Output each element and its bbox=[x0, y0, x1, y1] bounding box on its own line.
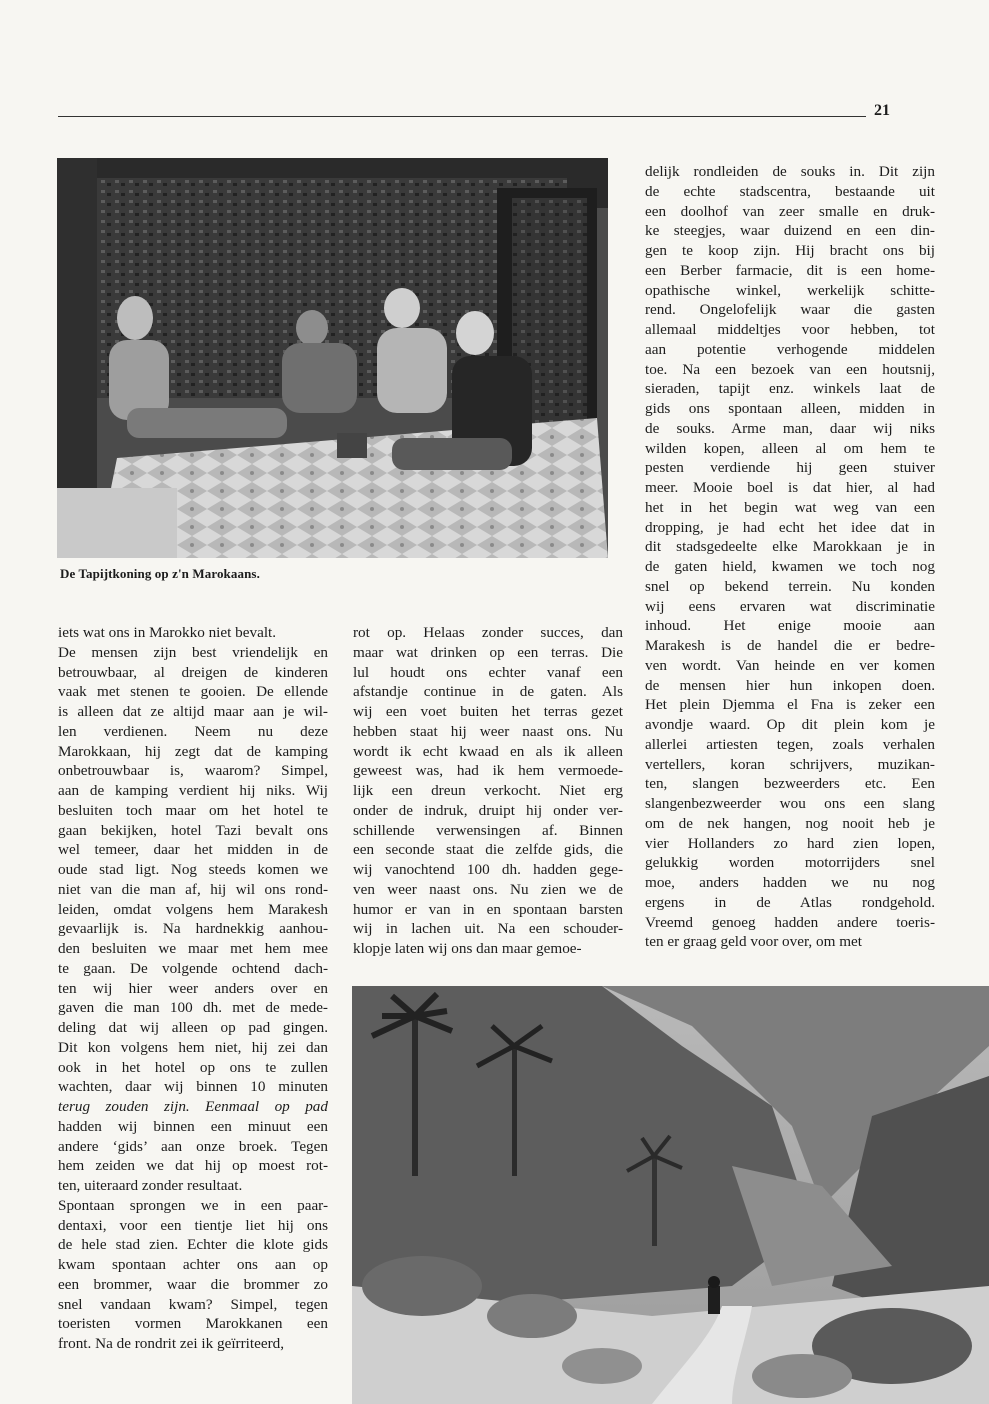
text-line: niet van die man af, hij wil ons rond- bbox=[58, 880, 328, 898]
text-line: wij vanochtend 100 dh. hadden gege- bbox=[353, 861, 623, 878]
text-line: aan potentie verhogende middelen bbox=[645, 340, 935, 358]
text-line: wij een voet buiten het terras gezet bbox=[353, 703, 623, 720]
text-line: gids ons spontaan alleen, midden in bbox=[645, 400, 935, 417]
text-line: humor er van in en spontaan barsten bbox=[353, 900, 623, 918]
text-line: onbetrouwbaar is, waarom? Simpel, bbox=[58, 762, 328, 780]
text-line: gaan bekijken, hotel Tazi bevalt ons bbox=[58, 821, 328, 839]
text-line: klopje laten wij ons dan maar gemoe- bbox=[353, 940, 582, 957]
text-line: gelukkig worden motorrijders snel bbox=[645, 854, 935, 872]
text-line: de hele stad zien. Echter die klote gids bbox=[58, 1236, 328, 1254]
header-rule bbox=[58, 116, 866, 117]
text-line: vaak met stenen te gooien. De ellende bbox=[58, 683, 328, 701]
italic-text: terug zouden zijn. Eenmaal op pad bbox=[58, 1098, 328, 1115]
text-line: gevaarlijk is. Na hardnekkig aanhou- bbox=[58, 920, 328, 938]
text-line: de echte stadscentra, bestaande uit bbox=[645, 182, 935, 200]
text-line: meer. Mooie boel is dat hier, al had bbox=[645, 479, 935, 496]
text-line: rend. Ongelofelijk waar die gasten bbox=[645, 301, 935, 319]
text-line: deling dat wij alleen op pad gingen. bbox=[58, 1019, 328, 1036]
text-line: den besluiten we maar met hem mee bbox=[58, 940, 328, 957]
text-line: avondje waard. Op dit plein kom je bbox=[645, 716, 935, 733]
text-line: inhoud. Het enige mooie aan bbox=[645, 617, 935, 635]
text-line: opathische winkel, werkelijk schitte- bbox=[645, 281, 935, 299]
text-column-left bbox=[58, 623, 328, 1354]
text-line: front. Na de rondrit zei ik geïrriteerd, bbox=[58, 1335, 285, 1352]
text-line: een brommer, waar die brommer zo bbox=[58, 1275, 328, 1293]
text-line: pesten verdiende hij geen stuiver bbox=[645, 459, 935, 477]
text-line: gaven die man 100 dh. met de mede- bbox=[58, 999, 328, 1017]
text-line: wordt ik echt kwaad en als ik alleen bbox=[353, 742, 623, 760]
text-line: rot op. Helaas zonder succes, dan bbox=[353, 624, 623, 641]
text-line: wel temeer, daar het midden in de bbox=[58, 841, 328, 859]
text-line: een Berber farmacie, dit is een home- bbox=[645, 261, 935, 279]
text-line: toeristen vormen Marokkanen een bbox=[58, 1315, 328, 1333]
text-line: het in het begin wat weg van een bbox=[645, 498, 935, 516]
text-line: Het plein Djemma el Fna is zeker een bbox=[645, 696, 935, 714]
text-line: onder de indruk, druipt hij onder ver- bbox=[353, 801, 623, 819]
text-line: allerlei artiesten tegen, zoals verhalen bbox=[645, 735, 935, 753]
text-line: Marakesh is de handel die er bedre- bbox=[645, 637, 935, 654]
text-line: Dit kon volgens hem niet, hij zei dan bbox=[58, 1038, 328, 1056]
text-line: ten, uiteraard zonder resultaat. bbox=[58, 1177, 243, 1194]
text-line: ergens in de Atlas rondgehold. bbox=[645, 893, 935, 911]
text-line: Vreemd genoeg hadden andere toeris- bbox=[645, 913, 935, 931]
text-line: hadden wij binnen een minuut een bbox=[58, 1117, 328, 1135]
text-line: te gaan. De volgende ochtend dach- bbox=[58, 959, 328, 977]
text-line: wij in lachen uit. Na een schouder- bbox=[353, 920, 623, 938]
text-line: dit stadsgedeelte elke Marokkaan je in bbox=[645, 538, 935, 556]
text-line: wachten, daar wij binnen 10 minuten bbox=[58, 1078, 328, 1096]
text-line: De mensen zijn best vriendelijk en bbox=[58, 643, 328, 661]
text-line: wilden kopen, alleen al om hem te bbox=[645, 439, 935, 457]
text-line: de souks. Arme man, daar wij niks bbox=[645, 419, 935, 437]
text-line: toe. Na een bezoek van een houtsnij, bbox=[645, 360, 935, 378]
text-line: lijk een dreun verkocht. Niet erg bbox=[353, 782, 623, 799]
text-line: lul houdt ons echter vanaf een bbox=[353, 663, 623, 681]
photo-caption: De Tapijtkoning op z'n Marokaans. bbox=[60, 566, 260, 581]
text-line: andere ‘gids’ aan onze broek. Tegen bbox=[58, 1137, 328, 1155]
text-line: allemaal middeltjes voor hebben, tot bbox=[645, 321, 935, 338]
text-line: slangenbezweerder wou ons een slang bbox=[645, 795, 935, 812]
text-line: schillende verwensingen af. Binnen bbox=[353, 821, 623, 839]
text-line: om de nek hangen, nog nooit heb je bbox=[645, 814, 935, 832]
text-line: wij eens ervaren wat discriminatie bbox=[645, 597, 935, 615]
text-line: snel vandaan kwam? Simpel, tegen bbox=[58, 1295, 328, 1313]
text-line: dropping, je had echt het idee dat in bbox=[645, 518, 935, 536]
text-line: betrouwbaar, al dreigen de kinderen bbox=[58, 663, 328, 681]
text-line: moe, anders hadden we nu nog bbox=[645, 874, 935, 891]
text-line: vertellers, koran schrijvers, muzikan- bbox=[645, 755, 935, 773]
text-line: ten wij hier weer anders over en bbox=[58, 979, 328, 997]
atlas-valley-image bbox=[352, 986, 989, 1404]
text-line: maar wat drinken op een terras. Die bbox=[353, 643, 623, 661]
text-line: hem zeiden we dat hij op moest rot- bbox=[58, 1157, 328, 1175]
text-line: ven weer naast ons. Nu zien we de bbox=[353, 880, 623, 898]
page-number: 21 bbox=[874, 102, 890, 119]
text-line: is alleen dat ze altijd maar aan je wil- bbox=[58, 703, 328, 720]
text-line: ke steegjes, waar duizend en een din- bbox=[645, 222, 935, 240]
text-line: dentaxi, voor een tientje liet hij ons bbox=[58, 1216, 328, 1234]
text-column-middle bbox=[353, 623, 623, 959]
text-line: sieraden, tapijt enz. winkels laat de bbox=[645, 380, 935, 398]
text-line: snel op bekend terrein. Nu konden bbox=[645, 577, 935, 595]
text-line: len verdienen. Neem nu deze bbox=[58, 722, 328, 740]
photo-atlas-valley bbox=[352, 986, 989, 1404]
text-line: ven wordt. Van heinde en ver komen bbox=[645, 656, 935, 674]
text-line: kwam spontaan achter ons aan op bbox=[58, 1256, 328, 1273]
text-line: gen te koop zijn. Hij bracht ons bij bbox=[645, 242, 935, 259]
text-line: besluiten toch maar om het hotel te bbox=[58, 801, 328, 819]
text-line: een doolhof van zeer smalle en druk- bbox=[645, 202, 935, 220]
text-line: hebben staat hij weer naast ons. Nu bbox=[353, 722, 623, 740]
text-line: Marokkaan, hij zegt dat de kamping bbox=[58, 742, 328, 760]
text-line: de gaten hield, kwamen we toch nog bbox=[645, 558, 935, 575]
text-line: ten er graag geld voor over, om met bbox=[645, 933, 862, 951]
text-line: geweest was, had ik hem vermoede- bbox=[353, 762, 623, 780]
text-line: oude stad ligt. Nog steeds komen we bbox=[58, 861, 328, 878]
text-column-right bbox=[645, 162, 935, 952]
photo-carpet-shop bbox=[57, 158, 608, 558]
text-line: iets wat ons in Marokko niet bevalt. bbox=[58, 624, 277, 641]
text-line: een seconde staat die zelfde gids, die bbox=[353, 841, 623, 859]
text-line: ten, slangen bezweerders etc. Een bbox=[645, 775, 935, 793]
text-line: afstandje continue in de gaten. Als bbox=[353, 683, 623, 701]
text-line: vier Hollanders zo hard zien lopen, bbox=[645, 834, 935, 852]
text-line-italic bbox=[58, 1097, 328, 1117]
text-line: leiden, omdat volgens hem Marakesh bbox=[58, 900, 328, 918]
text-line: ook in het hotel op ons te zullen bbox=[58, 1058, 328, 1076]
text-line: aan de kamping verdient hij niks. Wij bbox=[58, 782, 328, 799]
text-line: delijk rondleiden de souks in. Dit zijn bbox=[645, 163, 935, 180]
carpet-shop-image bbox=[57, 158, 608, 558]
text-line: Spontaan sprongen we in een paar- bbox=[58, 1196, 328, 1214]
text-line: de mensen hier hun inkopen doen. bbox=[645, 676, 935, 694]
